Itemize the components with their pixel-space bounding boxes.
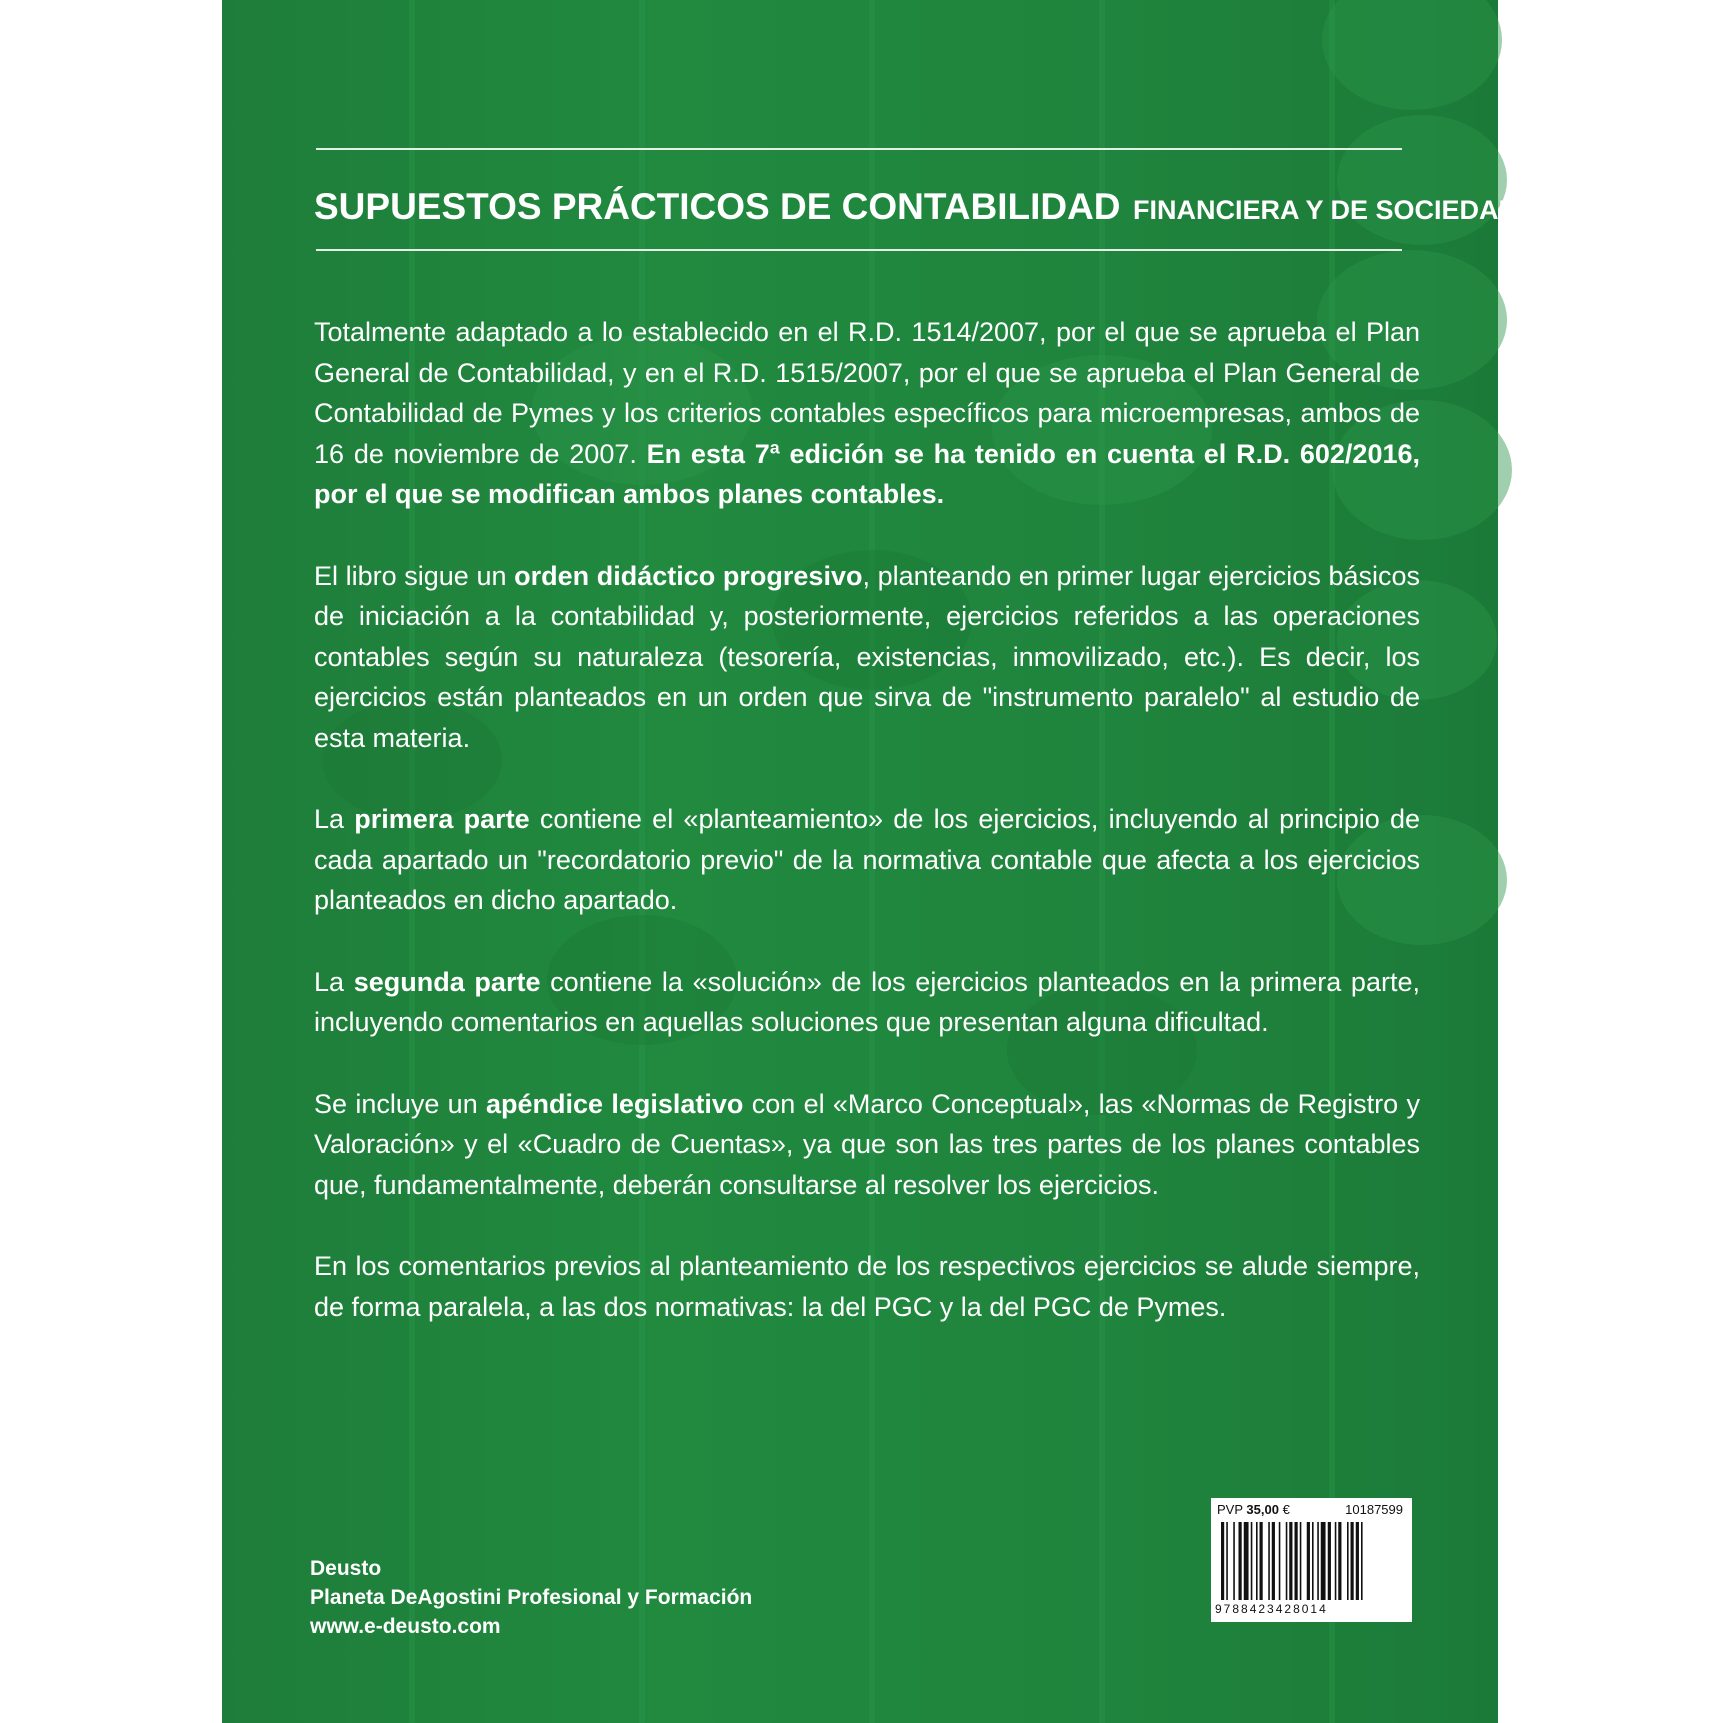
paragraph-1: Totalmente adaptado a lo establecido en el R.D. 1514/2007, por el que se aprueba el Plan General de Contabilidad, y en el R.D. 1515/2007, por el que se aprueba el Plan General de Contabilidad de Pymes y los criterios contables específicos para microempresas, ambos de 16 de noviembre de 2007. En esta 7ª edición se ha tenido en cuenta el R.D. 602/2016, por el que se modifican ambos planes contables. [314, 317, 1420, 509]
blurb [314, 312, 1420, 1368]
publisher-info [310, 1554, 752, 1641]
barcode-bars [1221, 1522, 1403, 1602]
paragraph-4: La segunda parte contiene la «solución» de los ejercicios planteados en la primera parte, incluyendo comentarios en aquellas soluciones que presentan alguna dificultad. [314, 966, 1420, 1037]
paragraph-3: La primera parte contiene el «planteamiento» de los ejercicios, incluyendo al principio de cada apartado un "recordatorio previo" de la normativa contable que afecta a los ejercicios planteados en dicho apartado. [314, 804, 1420, 915]
price-value: 35,00 [1246, 1502, 1279, 1517]
publisher-imprint: Planeta DeAgostini Profesional y Formación [310, 1586, 753, 1609]
title-bottom-rule [316, 249, 1402, 251]
price-line [1217, 1502, 1407, 1517]
book-title [314, 186, 1555, 228]
publisher-website: www.e-deusto.com [310, 1615, 501, 1638]
publisher-name: Deusto [310, 1557, 382, 1580]
top-rule [316, 148, 1402, 150]
title-main: SUPUESTOS PRÁCTICOS DE CONTABILIDAD [314, 186, 1121, 227]
back-cover [222, 0, 1555, 1723]
title-sub: FINANCIERA Y DE SOCIEDADES [1132, 195, 1555, 225]
currency-symbol: € [1282, 1502, 1290, 1517]
product-code: 10187599 [1345, 1502, 1403, 1517]
paragraph-2: El libro sigue un orden didáctico progresivo, planteando en primer lugar ejercicios básicos de iniciación a la contabilidad y, posteriormente, ejercicios referidos a las operaciones contables según su naturaleza (tesorería, existencias, inmovilizado, etc.). Es decir, los ejercicios están planteados en un orden que sirva de "instrumento paralelo" al estudio de esta materia. [314, 560, 1420, 753]
isbn-digits: 9788423428014 [1215, 1602, 1328, 1616]
pvp-label: PVP [1217, 1502, 1243, 1517]
paragraph-6: En los comentarios previos al planteamiento de los respectivos ejercicios se alude siempre, de forma paralela, a las dos normativas: la del PGC y la del PGC de Pymes. [314, 1251, 1420, 1322]
paragraph-5: Se incluye un apéndice legislativo con el «Marco Conceptual», las «Normas de Registro y Valoración» y el «Cuadro de Cuentas», ya que son las tres partes de los planes contables que, fundamentalmente, deberán consultarse al resolver los ejercicios. [314, 1088, 1420, 1200]
barcode-label [1211, 1498, 1412, 1622]
